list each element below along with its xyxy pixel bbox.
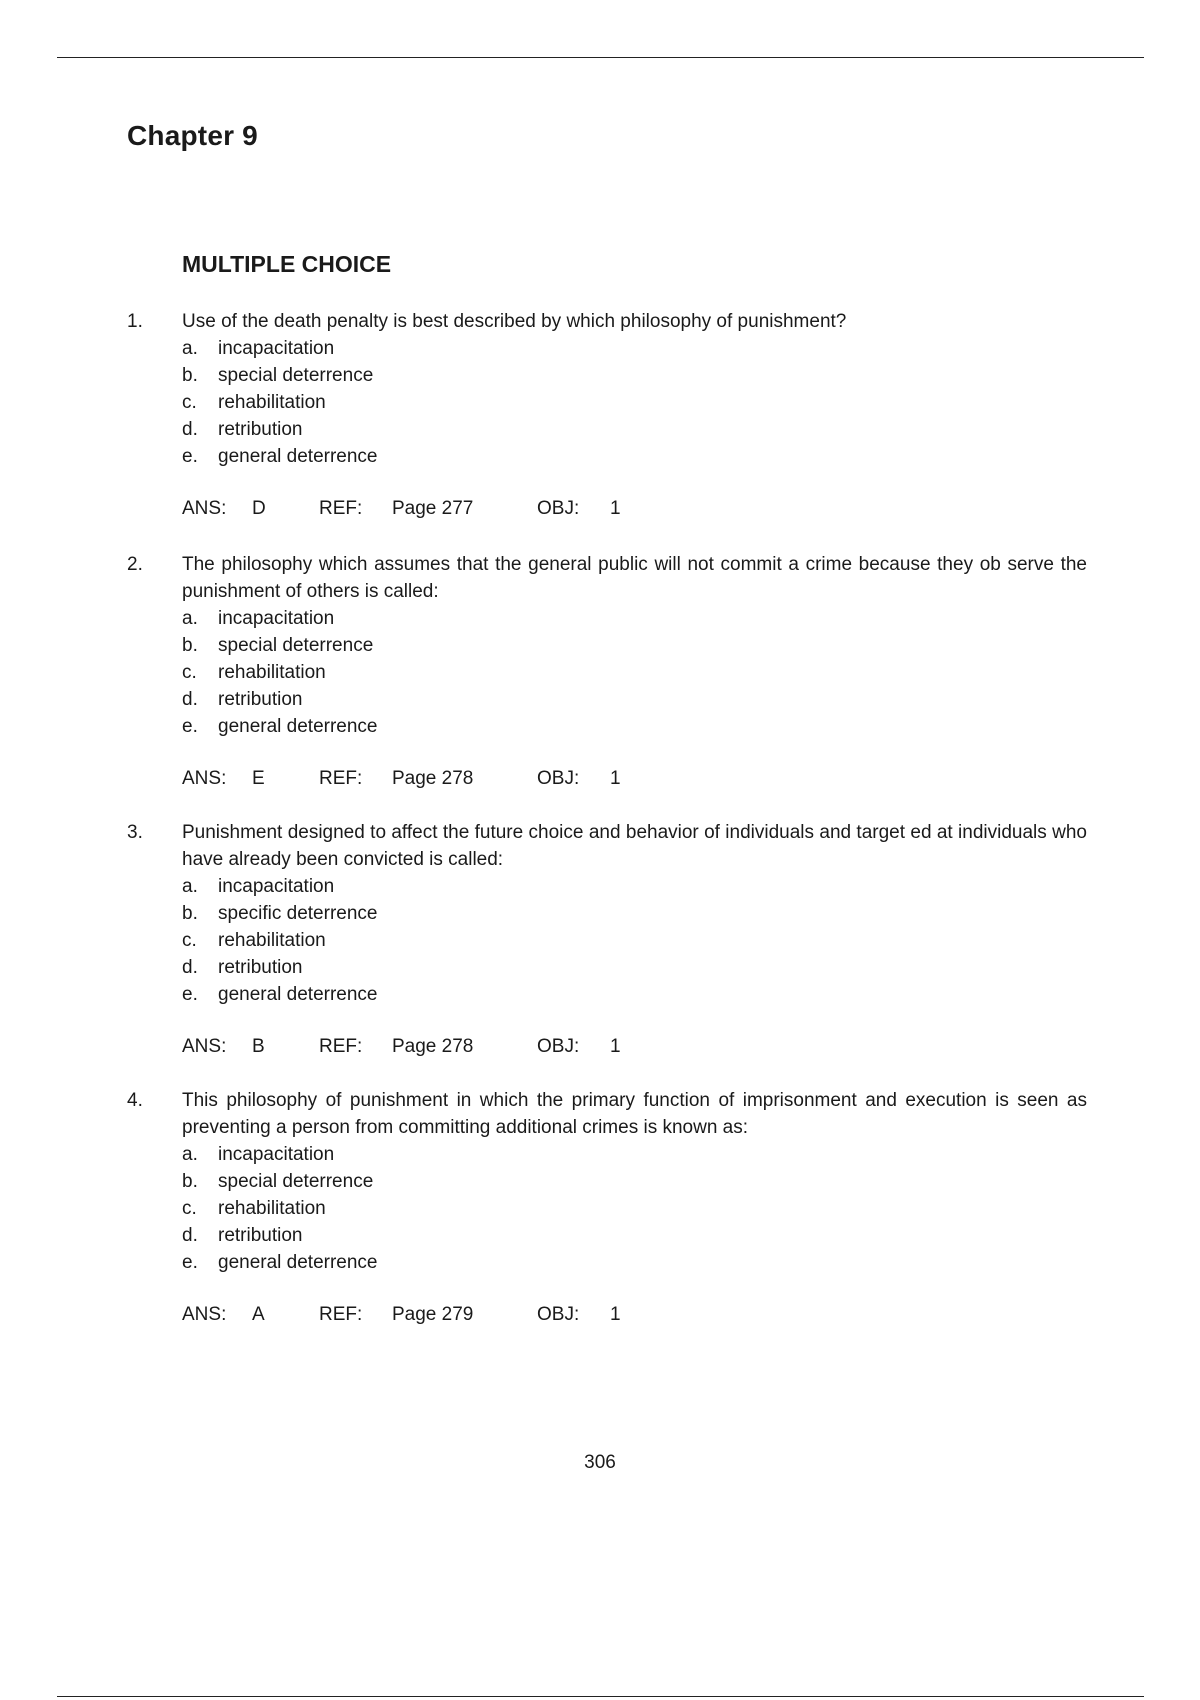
option-letter: b. — [182, 365, 198, 386]
ans-label: ANS: — [182, 1036, 227, 1057]
option-b — [182, 1168, 1087, 1195]
ref-value: Page 277 — [392, 498, 474, 519]
question-text: Punishment designed to affect the future choice and behavior of individuals and target ed at individuals who have already been convicted is called: — [182, 822, 1087, 870]
option-letter: b. — [182, 1171, 198, 1192]
option-letter: d. — [182, 957, 198, 978]
option-letter: e. — [182, 984, 198, 1005]
option-text: general deterrence — [218, 1252, 378, 1273]
question-1 — [127, 308, 1087, 522]
obj-label: OBJ: — [537, 498, 580, 519]
option-c — [182, 389, 1087, 416]
ans-value: B — [252, 1036, 265, 1057]
top-rule — [57, 57, 1144, 58]
ref-value: Page 279 — [392, 1304, 474, 1325]
question-3 — [127, 819, 1087, 1060]
obj-value: 1 — [610, 1036, 621, 1057]
ref-label: REF: — [319, 498, 363, 519]
option-letter: b. — [182, 903, 198, 924]
option-e — [182, 713, 1087, 740]
obj-value: 1 — [610, 768, 621, 789]
option-letter: c. — [182, 930, 197, 951]
option-text: general deterrence — [218, 716, 378, 737]
obj-label: OBJ: — [537, 768, 580, 789]
option-list — [182, 605, 1087, 740]
question-4 — [127, 1087, 1087, 1328]
option-letter: e. — [182, 446, 198, 467]
option-text: general deterrence — [218, 984, 378, 1005]
option-list — [182, 873, 1087, 1008]
question-text: The philosophy which assumes that the general public will not commit a crime because they ob serve the punishment of others is called: — [182, 554, 1087, 602]
option-list — [182, 335, 1087, 470]
ref-value: Page 278 — [392, 768, 474, 789]
question-number: 3. — [127, 822, 143, 843]
option-letter: e. — [182, 716, 198, 737]
ans-value: A — [252, 1304, 265, 1325]
option-letter: c. — [182, 392, 197, 413]
option-d — [182, 416, 1087, 443]
option-text: retribution — [218, 689, 303, 710]
ref-label: REF: — [319, 1036, 363, 1057]
option-letter: d. — [182, 689, 198, 710]
ans-label: ANS: — [182, 1304, 227, 1325]
option-text: special deterrence — [218, 1171, 374, 1192]
obj-label: OBJ: — [537, 1304, 580, 1325]
ans-label: ANS: — [182, 498, 227, 519]
question-number: 4. — [127, 1090, 143, 1111]
option-text: rehabilitation — [218, 930, 326, 951]
option-letter: d. — [182, 419, 198, 440]
option-letter: d. — [182, 1225, 198, 1246]
option-text: retribution — [218, 1225, 303, 1246]
option-a — [182, 335, 1087, 362]
option-letter: a. — [182, 608, 198, 629]
option-text: general deterrence — [218, 446, 378, 467]
answer-line — [182, 1033, 1087, 1060]
answer-line — [182, 765, 1087, 792]
option-letter: a. — [182, 876, 198, 897]
option-text: incapacitation — [218, 338, 335, 359]
ref-value: Page 278 — [392, 1036, 474, 1057]
question-number: 2. — [127, 554, 143, 575]
ref-label: REF: — [319, 768, 363, 789]
option-letter: a. — [182, 338, 198, 359]
option-letter: e. — [182, 1252, 198, 1273]
option-letter: b. — [182, 635, 198, 656]
option-text: rehabilitation — [218, 662, 326, 683]
option-list — [182, 1141, 1087, 1276]
option-d — [182, 1222, 1087, 1249]
option-text: rehabilitation — [218, 392, 326, 413]
option-a — [182, 605, 1087, 632]
option-d — [182, 954, 1087, 981]
question-text: Use of the death penalty is best described by which philosophy of punishment? — [182, 311, 847, 332]
option-d — [182, 686, 1087, 713]
option-c — [182, 927, 1087, 954]
question-2 — [127, 551, 1087, 792]
option-letter: c. — [182, 1198, 197, 1219]
option-b — [182, 362, 1087, 389]
answer-line — [182, 1301, 1087, 1328]
section-title: MULTIPLE CHOICE — [182, 251, 392, 277]
option-text: retribution — [218, 957, 303, 978]
option-text: specific deterrence — [218, 903, 378, 924]
option-text: special deterrence — [218, 365, 374, 386]
bottom-rule — [57, 1696, 1144, 1697]
option-b — [182, 632, 1087, 659]
ans-label: ANS: — [182, 768, 227, 789]
answer-line — [182, 495, 1087, 522]
question-text: This philosophy of punishment in which the primary function of imprisonment and execution is seen as preventing a person from committing additional crimes is known as: — [182, 1090, 1087, 1138]
option-text: special deterrence — [218, 635, 374, 656]
option-c — [182, 1195, 1087, 1222]
option-a — [182, 873, 1087, 900]
option-e — [182, 1249, 1087, 1276]
option-a — [182, 1141, 1087, 1168]
option-b — [182, 900, 1087, 927]
ref-label: REF: — [319, 1304, 363, 1325]
option-text: rehabilitation — [218, 1198, 326, 1219]
option-letter: a. — [182, 1144, 198, 1165]
option-text: incapacitation — [218, 608, 335, 629]
option-text: incapacitation — [218, 876, 335, 897]
chapter-title: Chapter 9 — [127, 120, 258, 151]
question-number: 1. — [127, 311, 143, 332]
option-c — [182, 659, 1087, 686]
page-number: 306 — [584, 1452, 616, 1473]
option-text: incapacitation — [218, 1144, 335, 1165]
obj-value: 1 — [610, 1304, 621, 1325]
option-e — [182, 981, 1087, 1008]
option-text: retribution — [218, 419, 303, 440]
obj-label: OBJ: — [537, 1036, 580, 1057]
ans-value: D — [252, 498, 266, 519]
obj-value: 1 — [610, 498, 621, 519]
option-letter: c. — [182, 662, 197, 683]
option-e — [182, 443, 1087, 470]
ans-value: E — [252, 768, 265, 789]
